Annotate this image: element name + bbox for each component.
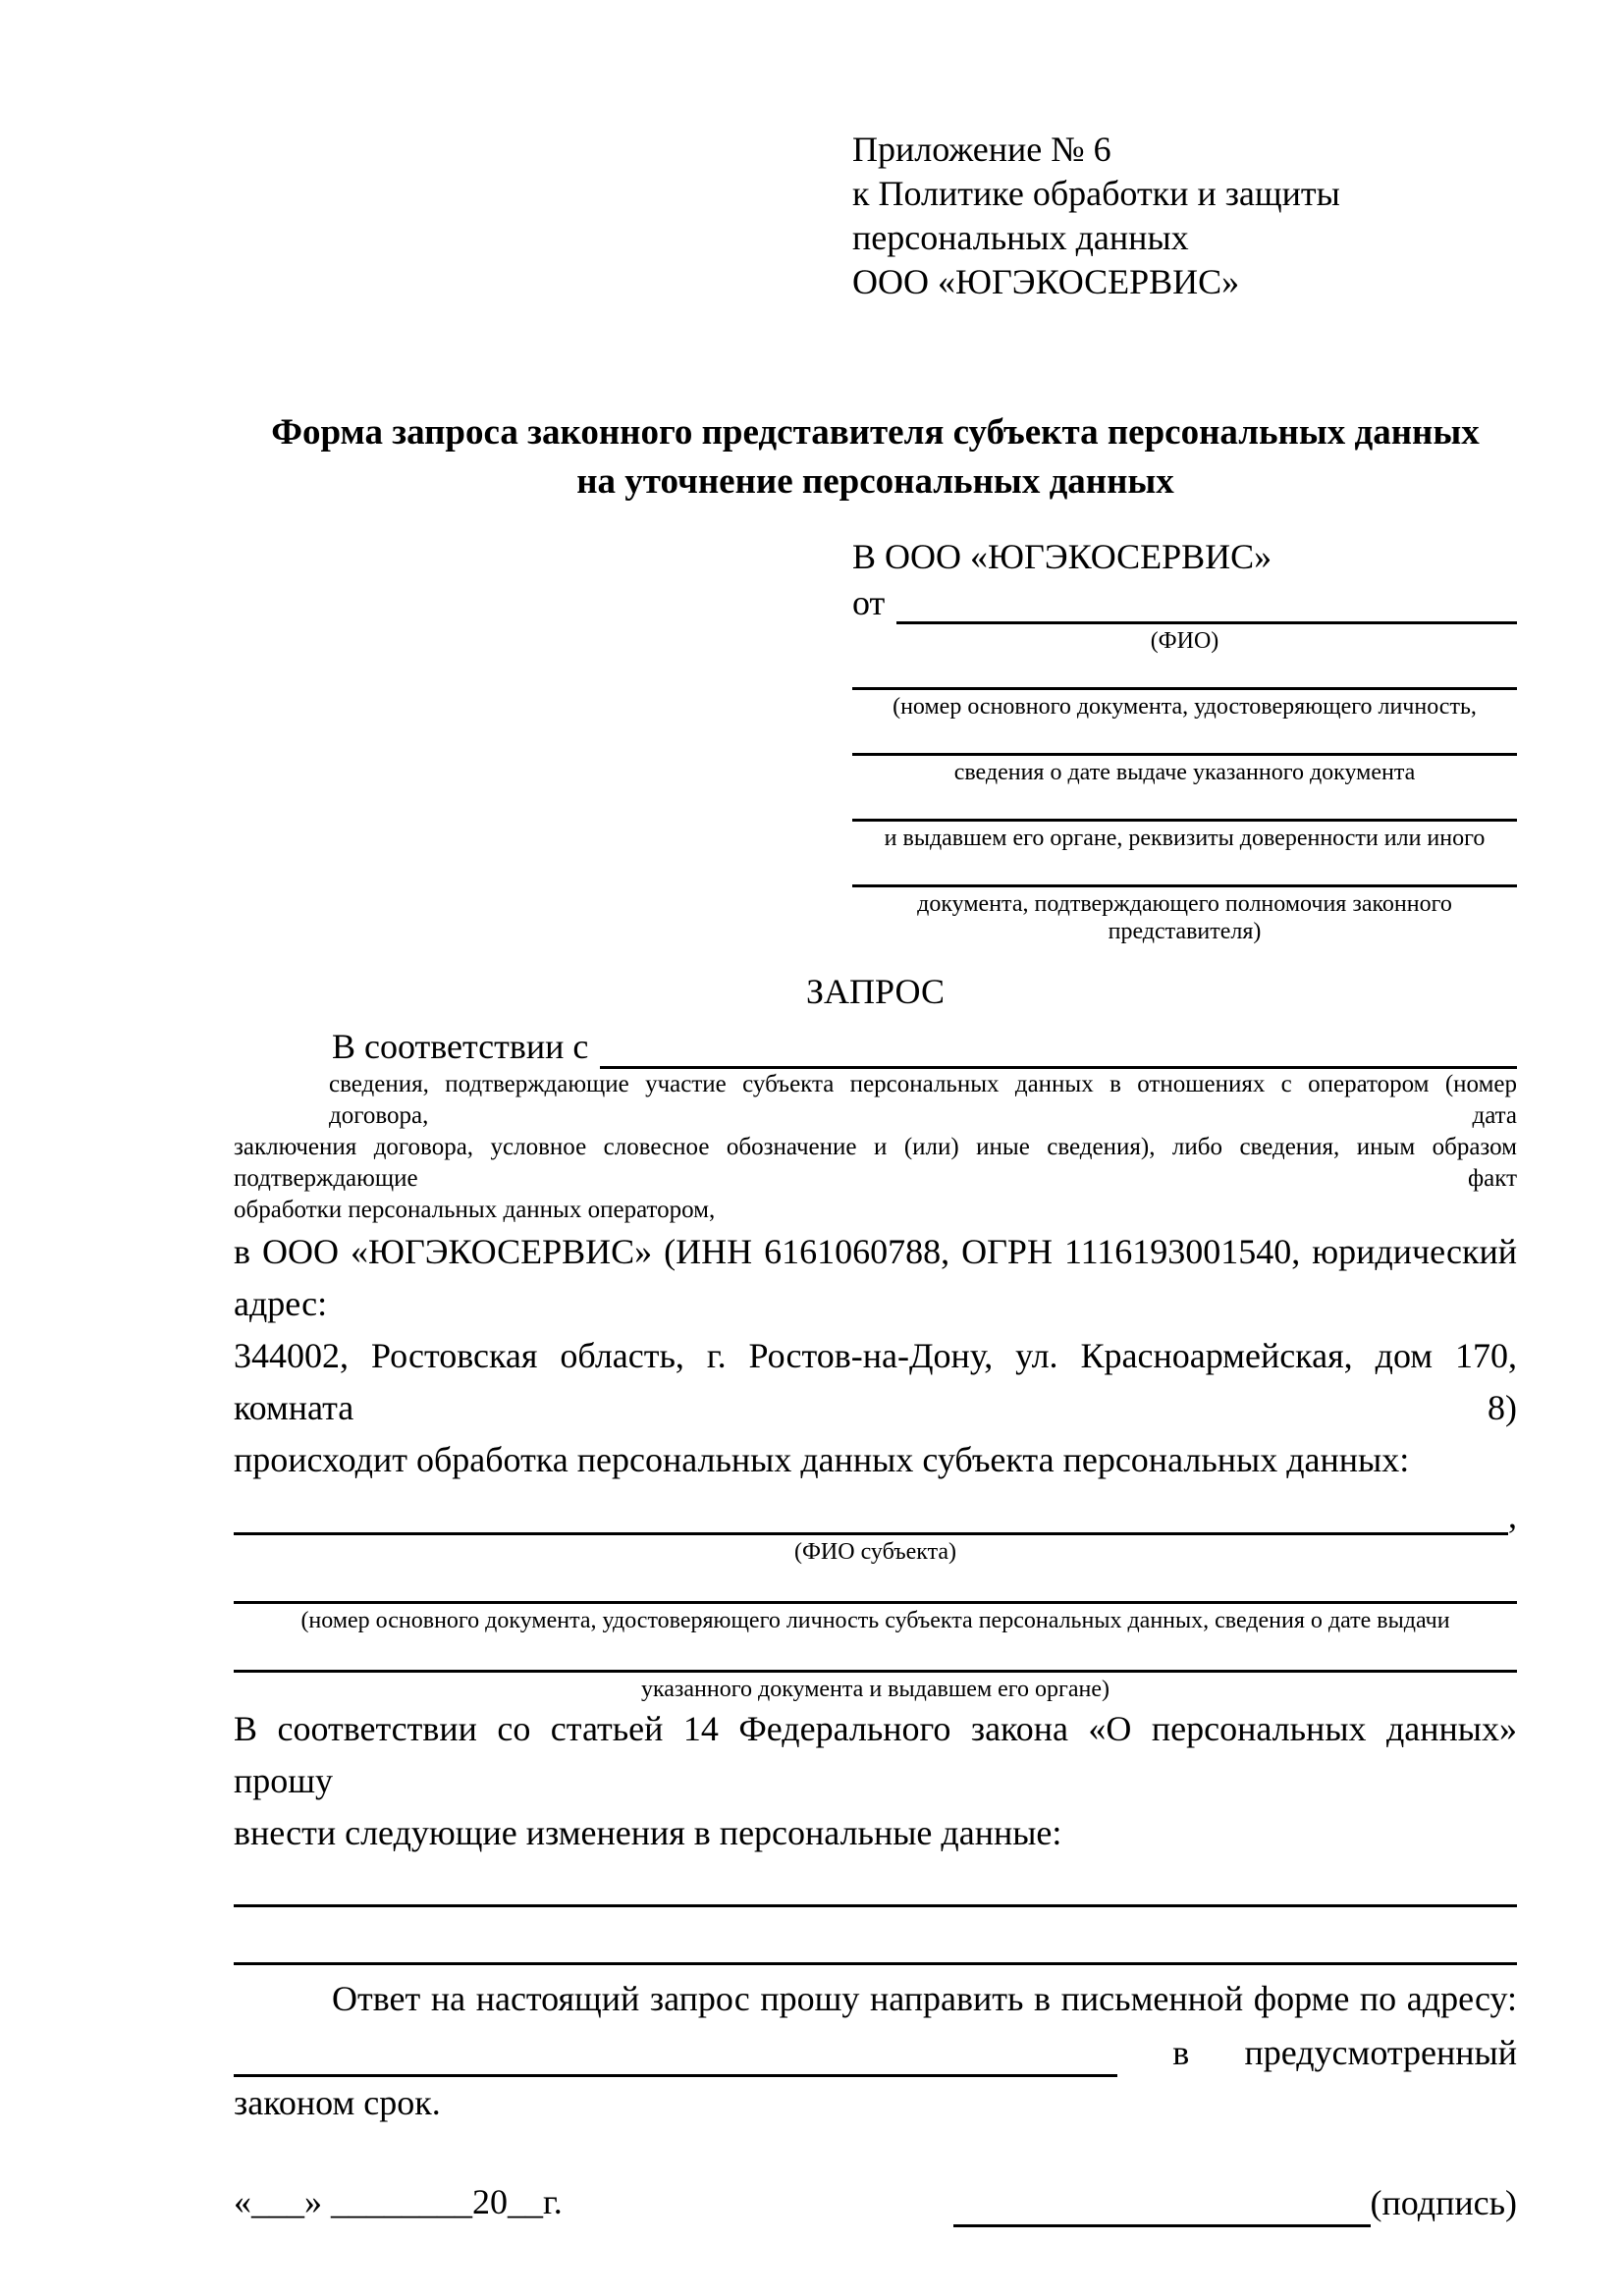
fill-caption: (номер основного документа, удостоверяющего личность,	[893, 694, 1477, 720]
from-label: от	[852, 583, 886, 622]
appendix-note	[852, 128, 1517, 304]
fill-group	[852, 655, 1517, 721]
date-field: «___» ________20__г.	[234, 2182, 563, 2221]
fill-line-reply-address	[234, 2035, 1117, 2077]
fill-caption: (номер основного документа, удостоверяющего личность субъекта персональных данных, сведения о дате выдачи	[300, 1608, 1450, 1633]
fill-group	[852, 852, 1517, 945]
fill-group	[852, 721, 1517, 786]
fill-line-basis	[600, 1027, 1517, 1069]
fill-caption: документа, подтверждающего полномочия законного представителя)	[917, 891, 1452, 944]
signature-block	[953, 2178, 1517, 2227]
basis-footnote	[234, 1069, 1517, 1226]
fill-line-authority-doc	[852, 852, 1517, 887]
fill-caption: сведения о дате выдаче указанного документа	[953, 760, 1416, 785]
reply-paragraph	[234, 1973, 1517, 2129]
reply-word: предусмотренный	[1244, 2033, 1517, 2072]
addressee-block	[852, 534, 1517, 945]
fill-line-signature	[953, 2185, 1371, 2227]
fill-caption-subject-fio: (ФИО субъекта)	[793, 1539, 957, 1565]
fill-line-subject-issuer	[234, 1634, 1517, 1673]
document-title	[234, 408, 1517, 507]
from-row	[852, 579, 1517, 624]
operator-line: 344002, Ростовская область, г. Ростов-на-Дону, ул. Красноармейская, дом 170, комната 8)	[234, 1336, 1517, 1427]
footnote-line: заключения договора, условное словесное обозначение и (или) иные сведения), либо сведения, иным образом подтверждающие факт	[234, 1134, 1517, 1192]
law-line: В соответствии со статьей 14 Федерального закона «О персональных данных» прошу	[234, 1709, 1517, 1800]
fill-line-changes-2	[234, 1907, 1517, 1965]
addressee-to: В ООО «ЮГЭКОСЕРВИС»	[852, 537, 1272, 576]
appendix-line: персональных данных	[852, 218, 1189, 257]
fill-line-issue-date	[852, 721, 1517, 756]
reply-line: Ответ на настоящий запрос прошу направить в письменной форме по адресу:	[332, 1979, 1517, 2018]
fill-group	[234, 1566, 1517, 1634]
intro-row	[234, 1020, 1517, 1069]
request-heading: ЗАПРОС	[806, 972, 945, 1011]
fill-line-subject-fio	[234, 1495, 1508, 1535]
fill-caption: указанного документа и выдавшем его органе)	[640, 1677, 1110, 1702]
trailing-comma: ,	[1508, 1496, 1517, 1535]
reply-line: законом срок.	[234, 2083, 441, 2122]
operator-line: в ООО «ЮГЭКОСЕРВИС» (ИНН 6161060788, ОГРН 1116193001540, юридический адрес:	[234, 1232, 1517, 1323]
footnote-line: сведения, подтверждающие участие субъекта персональных данных в отношениях с оператором (номер договора, дата	[329, 1071, 1517, 1129]
reply-address-row	[234, 2025, 1517, 2077]
operator-paragraph	[234, 1226, 1517, 1486]
fill-line-subject-document	[234, 1566, 1517, 1604]
fill-line-issuer	[852, 786, 1517, 822]
appendix-line: ООО «ЮГЭКОСЕРВИС»	[852, 262, 1240, 301]
fill-line-document	[852, 655, 1517, 690]
operator-line: происходит обработка персональных данных субъекта персональных данных:	[234, 1440, 1410, 1479]
appendix-line: к Политике обработки и защиты	[852, 174, 1340, 213]
subject-fio-row	[234, 1492, 1517, 1535]
reply-word: в	[1172, 2033, 1190, 2072]
fill-caption-fio: (ФИО)	[1150, 628, 1219, 654]
law-line: внести следующие изменения в персональные данные:	[234, 1813, 1062, 1852]
fill-caption: и выдавшем его органе, реквизиты доверенности или иного	[884, 826, 1486, 851]
document-title-line2: на уточнение персональных данных	[576, 461, 1174, 502]
appendix-line: Приложение № 6	[852, 130, 1111, 169]
document-title-line1: Форма запроса законного представителя субъекта персональных данных	[271, 412, 1480, 453]
signature-caption: (подпись)	[1370, 2183, 1517, 2222]
intro-label: В соответствии с	[332, 1027, 589, 1066]
law-paragraph	[234, 1703, 1517, 1859]
date-signature-row	[234, 2176, 1517, 2227]
fill-line-changes-1	[234, 1859, 1517, 1907]
fill-group	[234, 1634, 1517, 1703]
fill-group	[852, 786, 1517, 852]
footnote-line: обработки персональных данных оператором,	[234, 1197, 716, 1223]
fill-line-fio	[896, 584, 1517, 624]
